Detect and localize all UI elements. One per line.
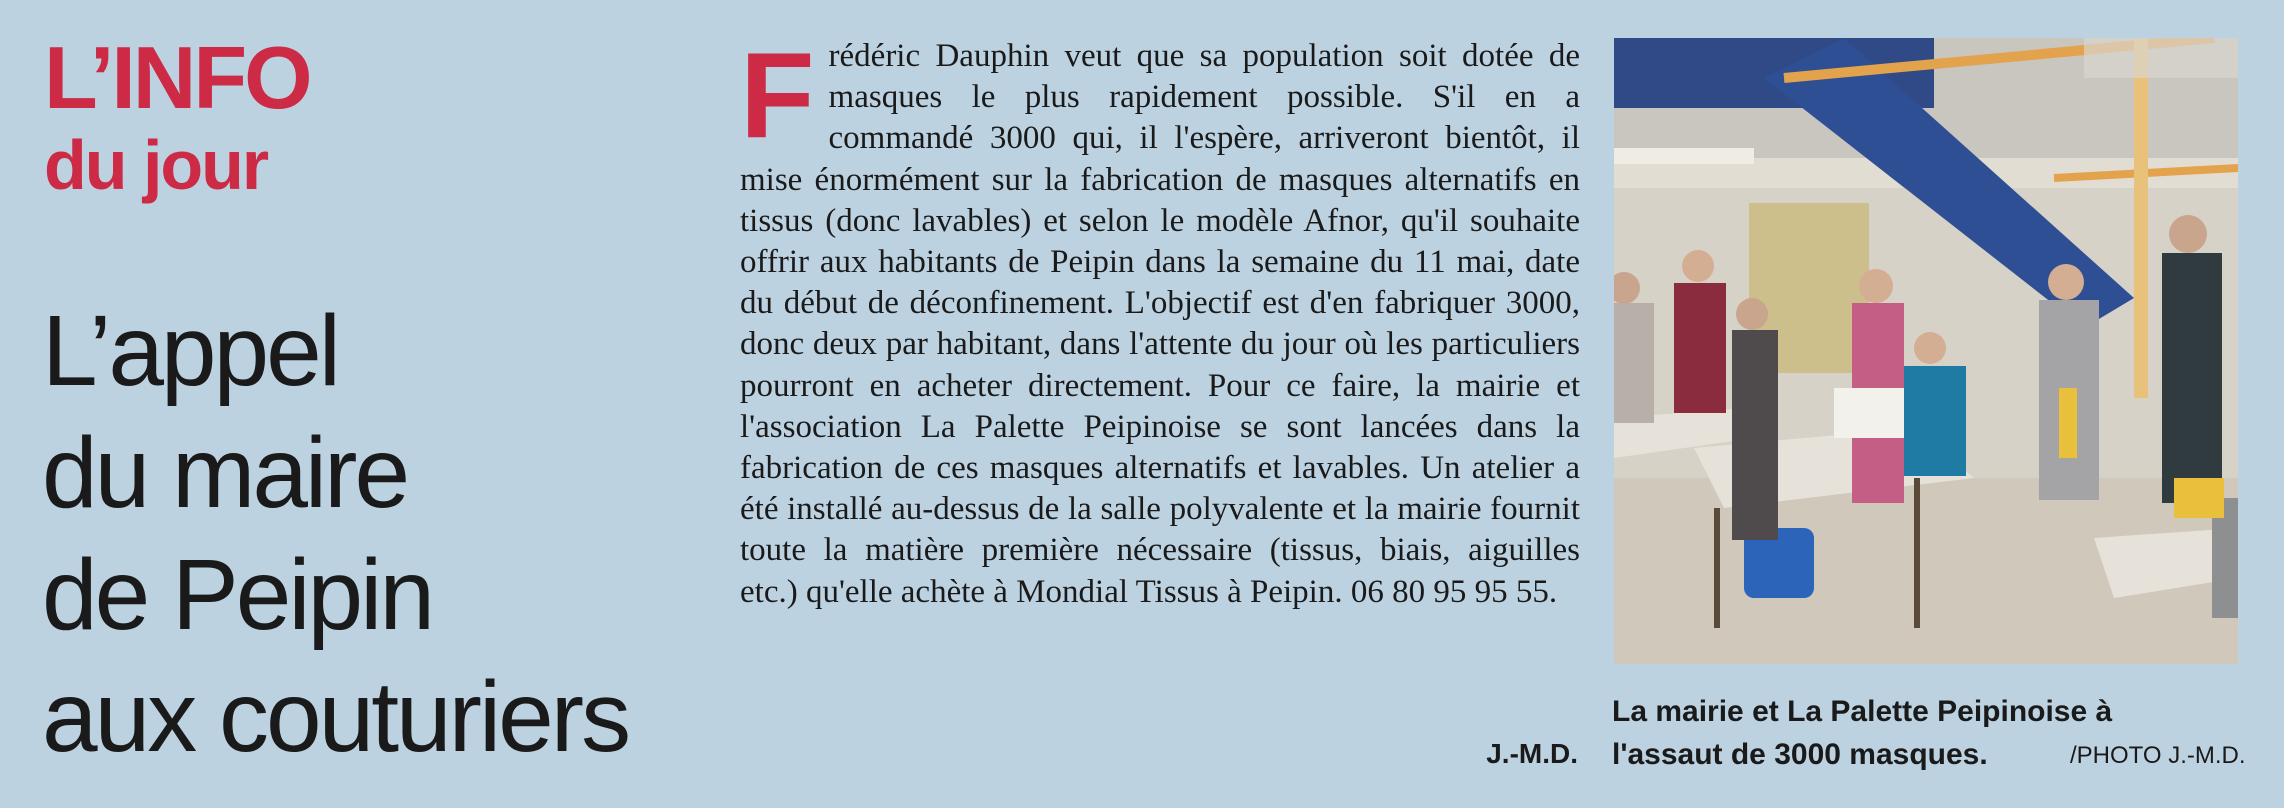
rubric <box>44 30 310 204</box>
headline-line: L’appel <box>42 295 338 407</box>
caption-line: La mairie et La Palette Peipinoise à <box>1612 695 2113 728</box>
rubric-subtitle: du jour <box>44 126 268 204</box>
article-text: rédéric Dauphin veut que sa population soit dotée de masques le plus rapidement possible. S'il en a commandé 3000 qui, il l'espère, arriveront bientôt, il mise énormément sur la fabrication de masques alternatifs en tissus (donc lavables) et selon le modèle Afnor, qu'il souhaite offrir aux habitants de Peipin dans la semaine du 11 mai, date du début de déconfinement. L'objectif est d'en fabriquer 3000, donc deux par habitant, dans l'attente du jour où les particuliers pourront en acheter directement. Pour ce faire, la mairie et l'association La Palette Peipinoise se sont lancées dans la fabrication de ces masques alternatifs et lavables. Un atelier a été installé au-dessus de la salle polyvalente et la mairie fournit toute la matière première nécessaire (tissus, biais, aiguilles etc.) qu'elle achète à Mondial Tissus à Peipin. 06 80 95 95 55. <box>740 38 1580 610</box>
headline-line: du maire <box>42 417 408 529</box>
workshop-photo-illustration <box>1614 38 2238 664</box>
headline-line: de Peipin <box>42 539 432 651</box>
article-photo <box>1614 38 2238 664</box>
caption-line: l'assaut de 3000 masques. <box>1612 738 1988 771</box>
drop-cap: F <box>740 27 815 163</box>
rubric-title: L’INFO <box>44 28 310 127</box>
byline: J.-M.D. <box>1486 738 1578 769</box>
photo-credit: /PHOTO J.-M.D. <box>2070 742 2246 769</box>
headline <box>42 290 628 778</box>
headline-line: aux couturiers <box>42 661 629 773</box>
article-body <box>740 27 1580 613</box>
